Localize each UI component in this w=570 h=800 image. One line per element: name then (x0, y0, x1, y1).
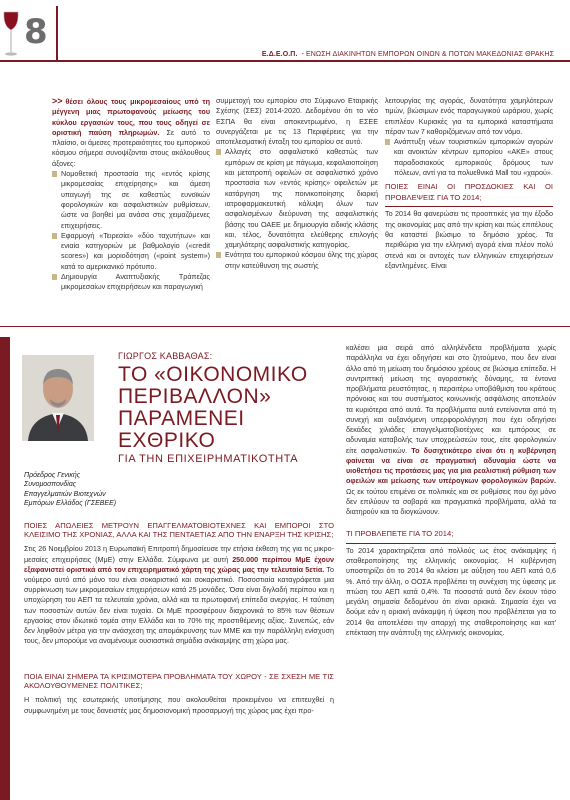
interview-qa-2 (24, 672, 334, 716)
bullet-item: Νομοθετική προστασία της «εντός κρίσης μικρομεσαίας επιχείρησης» και άμεση υπαγωγή της σε καθεστώς ευνοϊκών φορολογικών και ασφαλιστικών ρυθμίσεων, ώστε να βοηθεί μα ανάσα στις χειμαζόμενες επιχειρήσεις. (52, 169, 210, 231)
org-abbreviation: Ε.Δ.Ε.Ο.Π. (261, 51, 298, 58)
interview-byline: ΓΙΩΡΓΟΣ ΚΑΒΒΑΘΑΣ: (118, 351, 213, 361)
answer-paragraph (24, 544, 334, 646)
bullet-item: Αλλαγές στο ασφαλιστικό καθεστώς των εμπόρων σε κρίση με πάγωμα, κεφαλαιοποίηση και μετατροπή οφειλών σε ασφαλιστικό χρόνο προστασία των «εντός κρίσης» οφειλετών με κατάργηση της ποινικοποίησης διαρκή ιατροφαρμακευτική κάλυψη όλων των ασφαλισμένων διεύρυνση της ασφαλιστικής βάσης του ΟΑΕΕ με δημιουργία ειδικής κλάσης και, τέλος, δυνατότητα ελεύθερης επιλογής χαμηλότερης ασφαλιστικής κατηγορίας. (216, 147, 378, 250)
lead-body: Σε αυτό το πλαίσιο, οι άμεσες προτεραιότητες του εμπορικού κόσμου σήμερα συνοψίζονται στους ακόλουθους άξονες: (52, 127, 210, 168)
bullet-item: Εφαρμογή «Τειρεσία» «δύο ταχυτήτων» και ενιαία κατηγοριών με βαθμολογίο («credit scores») και μοριοδότηση («point system») κατά το αμερικανικό πρότυπο. (52, 231, 210, 272)
question-heading: ΤΙ ΠΡΟΒΛΕΠΕΤΕ ΓΙΑ ΤΟ 2014; (346, 529, 556, 544)
author-role: Πρόεδρος Γενικής Συνομοσπονδίας Επαγγελματιών Βιοτεχνών Εμπόρων Ελλάδος (ΓΣΕΒΕΕ) (24, 472, 117, 507)
interview-qa-1 (24, 521, 334, 646)
top-column-3 (385, 96, 553, 271)
org-full-name: - ΕΝΩΣΗ ΔΙΑΚΙΝΗΤΩΝ ΕΜΠΟΡΩΝ ΟΙΝΩΝ & ΠΟΤΩΝ ΜΑΚΕΔΟΝΙΑΣ ΘΡΑΚΗΣ (301, 51, 554, 58)
interview-right-column (346, 343, 556, 638)
interview-subhead: ΓΙΑ ΤΗΝ ΕΠΙΧΕΙΡΗΜΑΤΙΚΟΤΗΤΑ (118, 453, 299, 465)
lead-text: θέσει όλους τους μικρομεσαίους υπό τη μέγγενη μιας πρωτοφανούς μείωσης του κύκλου εργασιών τους, που τους οδηγεί σε οριστική παύση πληρωμών. (52, 97, 210, 137)
answer-text: Ως εκ τούτου επιμένει σε πολιτικές και σε ρυθμίσεις που όχι μόνο δεν επιλύουν τα σοβαρά και πραγματικά προβλήματα, αλλά τα διατηρούν και τα διογκώνουν. (346, 486, 556, 516)
top-column-1 (52, 96, 210, 293)
body-paragraph: συμμετοχή του εμπορίου στο Σύμφωνο Εταιρικής Σχέσης (ΣΕΣ) 2014-2020. Δεδομένου ότι το νέο ΕΣΠΑ θα είναι αποκεντρωμένο, η ΕΣΕΕ συνεργάζεται με τις 13 Περιφέρειες για την αποτελεσματική ένταξη του εμπορίου σε αυτό. (216, 96, 378, 147)
top-article (0, 96, 570, 326)
bullet-item: Δημιουργία Αναπτυξιακής Τράπεζας μικρομεσαίων επιχειρήσεων και παραγωγική (52, 272, 210, 293)
answer-paragraph (346, 343, 556, 517)
section-divider (0, 326, 570, 327)
answer-text: Το νούμερο αυτό από μόνο του είναι σοκαριστικό και σοκαριστικό. Ποσοστιαία καταγράφεται μια συρρίκνωση των μικρομεσαίων επιχειρήσεων κατά 25 μονάδες. Όσα είναι διγλαδή περίπου και η υποχώρηση του ΑΕΠ τα τελευταία χρόνια, αλλά και τα πρωτοφανή επίπεδα ανεργίας. Η ταύτιση των ποσοστών αυτών δεν είναι τυχαία. Οι ΜμΕ προσφέρουν διαχρονικά το 85% των θέσεων εργασίας στον ιδιωτικό τομέα στην Ελλάδα και το 70% της προστιθέμενης αξίας. Συνεπώς, εάν δεν ληφθούν μέτρα για την ανάσχεση της απομάκρυνσης των ΜΜΕ και την παράλληλη ενίσχυση τους, δεν μπορούμε να αναμένουμε ουσιαστικά σημάδια ανάκαμψης στη χώρα μας. (24, 564, 334, 646)
page-number: 8 (24, 12, 48, 52)
double-arrow-icon: >> (52, 96, 63, 106)
question-heading: ΠΟΙΕΣ ΑΠΩΛΕΙΕΣ ΜΕΤΡΟΥΝ ΕΠΑΓΓΕΛΜΑΤΟΒΙΟΤΕΧΝΕΣ ΚΑΙ ΕΜΠΟΡΟΙ ΣΤΟ ΚΛΕΙΣΙΜΟ ΤΗΣ ΧΡΟΝΙΑΣ, ΑΛΛΑ ΚΑΙ ΤΗΣ ΠΕΝΤΑΕΤΙΑΣ ΑΠΟ ΤΗΝ ΕΝΑΡΞΗ ΤΗΣ ΚΡΙΣΗΣ; (24, 521, 334, 540)
answer-paragraph: Το 2014 χαρακτηρίζεται από πολλούς ως έτος ανάκαμψης ή σταθεροποίησης της ελληνικής οικονομίας. Η κυβέρνηση υποστηρίζει ότι το 2014 θα κλείσει με αύξηση του ΑΕΠ κατά 0,6 %. Από την άλλη, ο ΟΟΣΑ προβλέπει τη συνέχιση της ύφεσης με πτώση του ΑΕΠ κατά 0,4%. Τα ποσοστά αυτά δεν έκουν τόσο μεγάλη σημασία δεδομένου ότι είναι οριακά. Σημασία έχει να δούμε εάν η οριακή ανάκαμψη ή ύφεση που προβλέπεται για το 2014 θα αποτελέσει την απαρχή της σταθεροποίησης και κατ' επέκταση την ανάπτυξη της ελληνικής οικονομίας. (346, 545, 556, 637)
page-header (0, 0, 570, 62)
author-portrait (22, 355, 94, 441)
body-paragraph: Το 2014 θα φανερώσει τις προοπτικές για την έξοδο της οικονομίας μας από την κρίση και πώς επιτέλους θα καταστεί βιώσιμο το δημόσιο χρέος. Τα περιθώρια για την ελληνική αγορά είναι πλέον πολύ στενά και οι αντοχές των ελληνικών επιχειρήσεων εξαντλημένες. Είναι (385, 209, 553, 270)
page-number-rule (56, 6, 58, 60)
highlighted-text: 250.000 περίπου ΜμΕ έχουν εξαφανιστεί οριστικά από τον επιχειρηματικό χάρτη της χώρας μας την τελευταία 5ετία. (24, 554, 335, 574)
question-heading: ΠΟΙΑ ΕΙΝΑΙ ΣΗΜΕΡΑ ΤΑ ΚΡΙΣΙΜΟΤΕΡΑ ΠΡΟΒΛΗΜΑΤΑ ΤΟΥ ΧΩΡΟΥ - ΣΕ ΣΧΕΣΗ ΜΕ ΤΙΣ ΑΚΟΛΟΥΘΟΥΜΕΝΕΣ ΠΟΛΙΤΙΚΕΣ; (24, 672, 334, 691)
interview-headline: ΤΟ «ΟΙΚΟΝΟΜΙΚΟ ΠΕΡΙΒΑΛΛΟΝ» ΠΑΡΑΜΕΝΕΙ ΕΧΘΡΙΚΟ (118, 363, 308, 452)
bullet-item: Ανάπτυξη νέων τουριστικών εμπορικών αγορών και ανοικτών κέντρων εμπορίου «ΑΚΕ» στους παραδοσιακούς εμπορικούς δρόμους των πόλεων, αντί για τα πολυεθνικά Mall του «χαρού». (385, 137, 553, 178)
section-subheading: ΠΟΙΕΣ ΕΙΝΑΙ ΟΙ ΠΡΟΣΔΟΚΙΕΣ ΚΑΙ ΟΙ ΠΡΟΒΛΕΨΕΙΣ ΓΙΑ ΤΟ 2014; (385, 182, 553, 207)
publication-name (262, 51, 554, 58)
lead-paragraph (52, 96, 210, 169)
body-paragraph: λειτουργίας της αγοράς, δυνατότητα χαμηλότερων τιμών, βιώσιμων ενός παραγωγικού ωράριου, χωρίς επιπλέον Κυριακές για τα εμπορικά καταστήματα πέραν των 7 καθοριζόμενων από τον νόμο. (385, 96, 553, 136)
header-rule (0, 60, 570, 62)
bullet-item: Ενότητα του εμπορικού κόσμου όλης της χώρας στην κατεύθυνση της σωστής (216, 250, 378, 271)
answer-text: καλέσει μια σειρά από αλληλένδετα προβλήματα χωρίς παράλληλα να έχει οδηγήσει και στο ζητούμενο, που δεν είναι άλλο από τη μείωση του δημόσιου χρέους σε βιώσιμα επίπεδα. Η συντριπτική μείωση της αγοραστικής δύναμης, τα έντονα προβλήματα ρευστότητας, η περαιτέρω υποβάθμιση του κράτους πρόνοιας και του συστήματος κοινωνικής ασφάλισης αποτελούν τα κυριότερα από αυτά. Τα προβλήματα αυτά εντείνονται από τη συνεχή και αυξανόμενη υπερφορολόγηση που έχει οδηγήσει δεκάδες χιλιάδες επαγγελματοβιοτέχνες και εμπόρους σε αδυναμία καταβολής των υποχρεώσεών τους, είτε φορολογικών είτε ασφαλιστικών. (346, 343, 556, 455)
top-column-2 (216, 96, 378, 271)
accent-bar (0, 337, 10, 800)
highlighted-text: Το δυσιχτικότερο είναι ότι η κυβέρνηση φαίνεται να είναι σε πραγματική αδυναμία ώστε να υιοθετήσει τις προτάσεις μας για μια ρεαλιστική ρύθμιση των οφειλών και μείωσης των υπέρογκων φορολογικών βαρών. (346, 445, 556, 486)
answer-paragraph: Η πολιτική της εσωτερικής υποτίμησης που ακολουθείται προκειμένου να επιτευχθεί η συμφωνημένη με τους δανειστές μας δημοσιονομική προσαρμογή της χώρας μας έχει προ- (24, 695, 334, 715)
wine-glass-icon (0, 0, 22, 62)
answer-text: Στις 26 Νοεμβρίου 2013 η Ευρωπαϊκή Επιτροπή δημοσίευσε την ετήσια έκθεση της για τις μικρο-μεσαίες επιχειρήσεις (ΜμΕ) στην Ελλάδα. Σύμφωνα με αυτή (24, 544, 334, 564)
